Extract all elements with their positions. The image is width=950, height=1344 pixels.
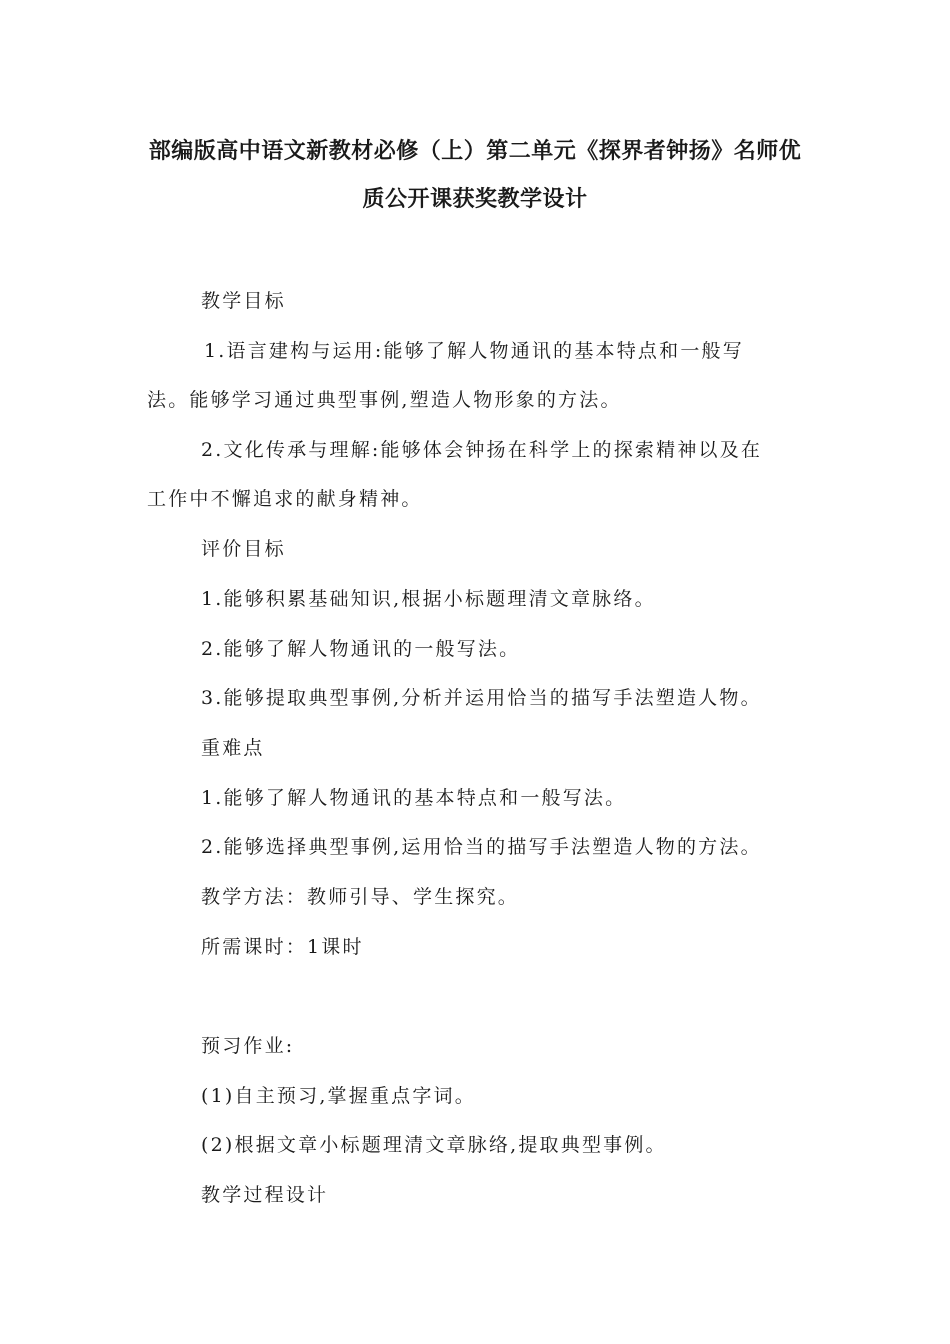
evaluation-goal-item: 2.能够了解人物通讯的一般写法。: [201, 638, 521, 660]
key-point-item: 2.能够选择典型事例,运用恰当的描写手法塑造人物的方法。: [201, 836, 762, 858]
document-title-line-1: 部编版高中语文新教材必修（上）第二单元《探界者钟扬》名师优: [148, 139, 802, 164]
teaching-method: 教学方法：教师引导、学生探究。: [201, 886, 520, 908]
teaching-goals-heading: 教学目标: [201, 290, 286, 312]
preview-homework-heading: 预习作业:: [201, 1035, 295, 1057]
key-points-heading: 重难点: [201, 737, 265, 759]
preview-homework-item: (2)根据文章小标题理清文章脉络,提取典型事例。: [201, 1134, 667, 1156]
teaching-goal-2-line-1: 2.文化传承与理解:能够体会钟扬在科学上的探索精神以及在: [201, 439, 763, 461]
teaching-goal-1-line-1: 1.语言建构与运用:能够了解人物通讯的基本特点和一般写: [204, 340, 744, 362]
required-class-hours: 所需课时：1课时: [201, 936, 364, 958]
evaluation-goal-item: 1.能够积累基础知识,根据小标题理清文章脉络。: [201, 588, 656, 610]
teaching-goal-2-line-2: 工作中不懈追求的献身精神。: [147, 488, 423, 510]
key-point-item: 1.能够了解人物通讯的基本特点和一般写法。: [201, 787, 627, 809]
teaching-process-heading: 教学过程设计: [201, 1184, 329, 1206]
evaluation-goal-item: 3.能够提取典型事例,分析并运用恰当的描写手法塑造人物。: [201, 687, 762, 709]
document-title-line-2: 质公开课获奖教学设计: [362, 187, 588, 212]
evaluation-goals-heading: 评价目标: [201, 538, 286, 560]
teaching-goal-1-line-2: 法。能够学习通过典型事例,塑造人物形象的方法。: [147, 389, 622, 411]
preview-homework-item: (1)自主预习,掌握重点字词。: [201, 1085, 476, 1107]
